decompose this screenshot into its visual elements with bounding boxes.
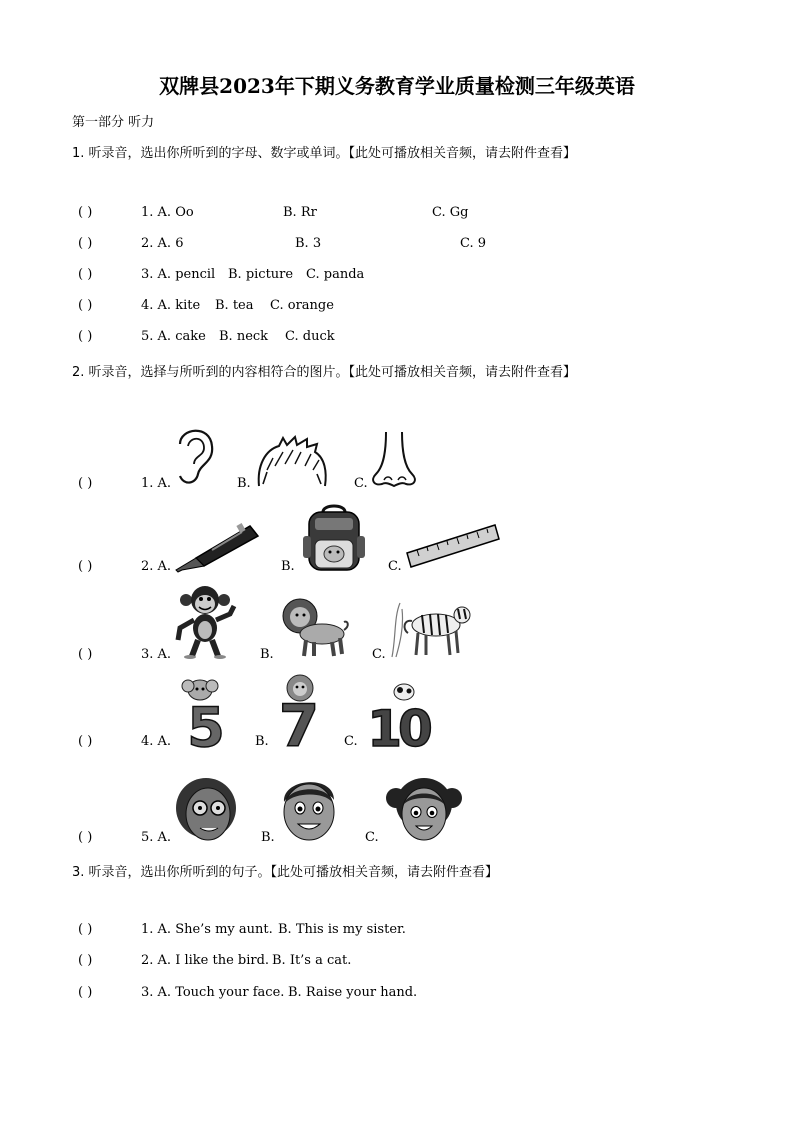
- q2-3-option-c: C.: [372, 647, 386, 662]
- hair-icon: [255, 436, 329, 490]
- q1-1-option-b: B. Rr: [283, 205, 317, 220]
- answer-blank[interactable]: ( ): [78, 985, 93, 1000]
- q1-5-option-a: 5. A. cake: [141, 329, 206, 344]
- number-5-label: 5: [187, 696, 225, 759]
- schoolbag-icon: [301, 502, 367, 574]
- q2-3-option-a: 3. A.: [141, 647, 172, 662]
- q1-stem: 1. 听录音，选出你所听到的字母、数字或单词。【此处可播放相关音频，请去附件查看】: [72, 146, 577, 161]
- q1-row-5: [78, 329, 140, 344]
- q2-5-option-a: 5. A.: [141, 830, 172, 845]
- q3-1-option-b: B. This is my sister.: [278, 922, 406, 937]
- grandma-face-icon: [172, 776, 240, 846]
- ear-icon: [172, 422, 217, 488]
- answer-blank[interactable]: ( ): [78, 329, 93, 344]
- q1-row-4: [78, 298, 140, 313]
- lion-icon: [278, 596, 352, 660]
- q1-3-option-c: C. panda: [306, 267, 365, 282]
- girl-face-icon: [384, 774, 464, 844]
- q1-row-2: [78, 236, 140, 251]
- q1-4-option-a: 4. A. kite: [141, 298, 201, 313]
- q2-2-option-c: C.: [388, 559, 402, 574]
- q2-5-option-b: B.: [261, 830, 275, 845]
- q1-4-option-c: C. orange: [270, 298, 334, 313]
- q1-row-1: [78, 205, 140, 220]
- q3-3-option-b: B. Raise your hand.: [288, 985, 418, 1000]
- answer-blank[interactable]: ( ): [78, 205, 93, 220]
- q1-3-option-a: 3. A. pencil: [141, 267, 216, 282]
- q3-3-option-a: 3. A. Touch your face.: [141, 985, 285, 1000]
- number-10-label: 10: [367, 700, 429, 758]
- number-10-icon: [362, 680, 434, 758]
- nose-icon: [370, 430, 420, 490]
- answer-blank[interactable]: ( ): [78, 267, 93, 282]
- q3-stem: 3. 听录音，选出你所听到的句子。【此处可播放相关音频，请去附件查看】: [72, 865, 499, 880]
- q1-2-option-c: C. 9: [460, 236, 487, 251]
- monkey-icon: [174, 584, 238, 660]
- q1-1-option-c: C. Gg: [432, 205, 469, 220]
- q2-3-option-b: B.: [260, 647, 274, 662]
- q1-2-option-a: 2. A. 6: [141, 236, 184, 251]
- q1-4-option-b: B. tea: [215, 298, 254, 313]
- number-7-label: 7: [278, 692, 320, 760]
- answer-blank[interactable]: ( ): [78, 236, 93, 251]
- answer-blank[interactable]: ( ): [78, 559, 93, 574]
- pen-icon: [172, 520, 262, 572]
- q3-1-option-a: 1. A. She’s my aunt.: [141, 922, 273, 937]
- q1-2-option-b: B. 3: [295, 236, 322, 251]
- page-title: 双牌县2023年下期义务教育学业质量检测三年级英语: [159, 74, 635, 98]
- q3-2-option-b: B. It’s a cat.: [272, 953, 352, 968]
- q1-1-option-a: 1. A. Oo: [141, 205, 194, 220]
- q2-1-option-c: C.: [354, 476, 368, 491]
- number-5-icon: [176, 676, 236, 759]
- answer-blank[interactable]: ( ): [78, 922, 93, 937]
- answer-blank[interactable]: ( ): [78, 734, 93, 749]
- q2-stem: 2. 听录音，选择与所听到的内容相符合的图片。【此处可播放相关音频，请去附件查看】: [72, 365, 577, 380]
- q1-3-option-b: B. picture: [228, 267, 294, 282]
- q2-2-option-a: 2. A.: [141, 559, 172, 574]
- q2-5-option-c: C.: [365, 830, 379, 845]
- answer-blank[interactable]: ( ): [78, 298, 93, 313]
- answer-blank[interactable]: ( ): [78, 647, 93, 662]
- q2-2-option-b: B.: [281, 559, 295, 574]
- answer-blank[interactable]: ( ): [78, 953, 93, 968]
- q2-1-option-a: 1. A.: [141, 476, 172, 491]
- q3-2-option-a: 2. A. I like the bird.: [141, 953, 270, 968]
- q1-5-option-b: B. neck: [219, 329, 269, 344]
- part-heading: 第一部分 听力: [72, 115, 155, 130]
- q2-4-option-c: C.: [344, 734, 358, 749]
- answer-blank[interactable]: ( ): [78, 830, 93, 845]
- q1-5-option-c: C. duck: [285, 329, 335, 344]
- q2-4-option-b: B.: [255, 734, 269, 749]
- tiger-icon: [390, 597, 472, 659]
- answer-blank[interactable]: ( ): [78, 476, 93, 491]
- q1-row-3: [78, 267, 140, 282]
- number-7-icon: [272, 672, 326, 760]
- q2-1-option-b: B.: [237, 476, 251, 491]
- q2-4-option-a: 4. A.: [141, 734, 172, 749]
- boy-face-icon: [278, 772, 340, 842]
- ruler-icon: [405, 521, 500, 571]
